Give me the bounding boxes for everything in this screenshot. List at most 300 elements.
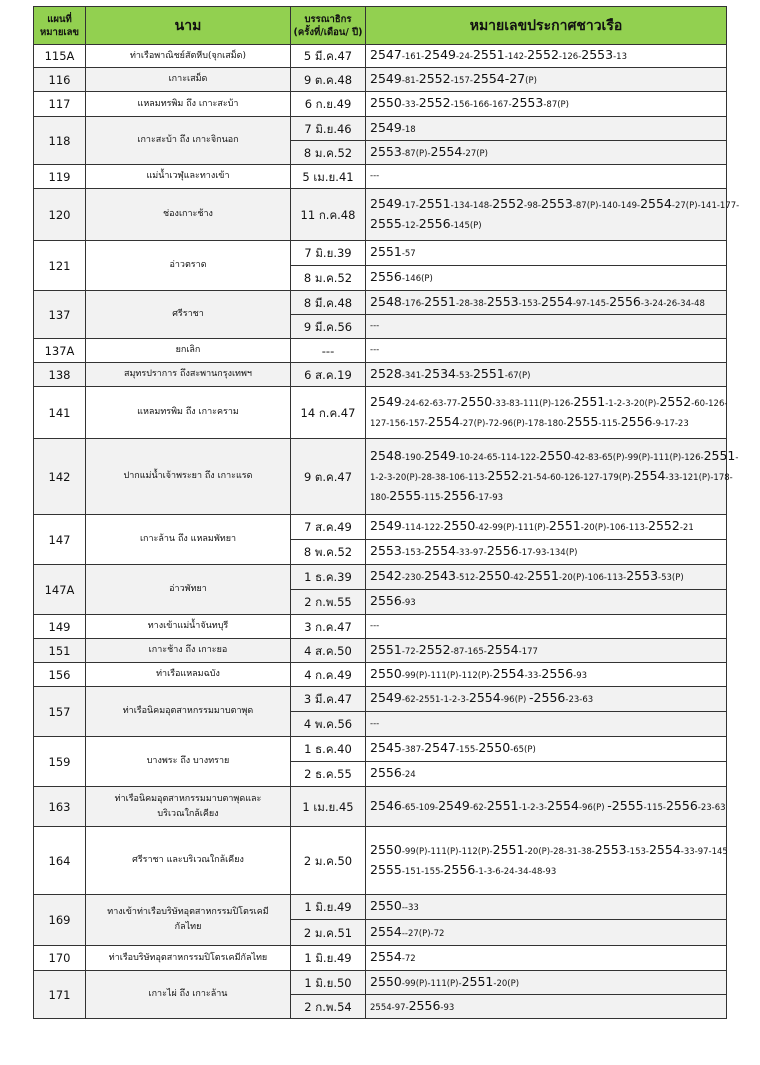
edition-date-cell (291, 827, 366, 895)
table-row (34, 515, 727, 540)
notice-year: 2549 (370, 119, 402, 135)
notice-numbers-cell (366, 737, 727, 762)
notice-number: -161- (401, 52, 425, 62)
table-row (34, 737, 727, 762)
notice-line (370, 897, 723, 917)
notice-year: 2553 (370, 143, 402, 159)
chart-number-cell (34, 241, 86, 291)
notice-year: 2549 (370, 518, 402, 533)
table-row (34, 92, 727, 117)
chart-number-cell (34, 565, 86, 615)
chart-name-line: แหลมทรพิม ถึง เกาะคราม (137, 407, 239, 417)
notice-number: -33-121(P)-178- (665, 472, 733, 483)
edition-date: 4 พ.ค.56 (303, 717, 353, 731)
notice-year: 2556 (408, 997, 441, 1013)
chart-name-cell (86, 663, 291, 687)
notice-year: 2555 (389, 487, 422, 503)
chart-name-line: บริเวณใกล้เคียง (157, 808, 219, 819)
edition-date-cell (291, 189, 366, 241)
edition-date-cell (291, 117, 366, 141)
notice-year: 2552 (527, 47, 559, 62)
chart-number: 147 (48, 532, 71, 547)
table-row (34, 45, 727, 68)
notice-number: -13 (613, 52, 627, 62)
edition-date: --- (321, 343, 335, 358)
header-edition: บรรณาธิกร (ครั้งที่/เดือน/ ปี) (291, 7, 366, 45)
chart-number: 147A (44, 582, 75, 597)
chart-name-line: อ่าวตราด (169, 260, 207, 270)
notice-number: -23-63 (565, 695, 594, 705)
notice-year: 2552 (648, 518, 680, 533)
table-header-row (34, 7, 727, 45)
notice-numbers-cell (366, 712, 727, 737)
chart-name-line: ทางเข้าแม่น้ำจันทบุรี (147, 621, 229, 631)
notice-number: --- (370, 621, 380, 631)
notice-number: --33 (401, 903, 419, 913)
chart-name-cell (86, 639, 291, 663)
table-body (34, 45, 740, 1019)
chart-number: 118 (48, 133, 71, 148)
notice-number: -33-83-111(P)-126- (492, 398, 574, 409)
notice-numbers-cell (366, 590, 727, 615)
edition-date: 1 ธ.ค.39 (304, 570, 352, 584)
notice-year: 2551 (472, 365, 505, 381)
notice-line (370, 393, 728, 413)
notice-number: -114-122- (401, 523, 444, 533)
table-row (34, 387, 727, 439)
notice-year: 2551 (492, 841, 525, 857)
notice-year: 2552 (418, 95, 451, 110)
notice-year: 2550 (539, 447, 572, 463)
notice-year: 2556 (370, 593, 402, 608)
chart-number-cell (34, 117, 86, 165)
chart-name-cell (86, 45, 291, 68)
chart-name-line: กัลไทย (174, 922, 202, 932)
notice-year: 2547 (424, 740, 456, 755)
notice-year: 2554 (541, 293, 573, 309)
edition-date-cell (291, 45, 366, 68)
header-chart-number: แผนที่ หมายเลข (34, 7, 86, 45)
notice-number: -156-166-167- (450, 100, 512, 110)
notice-number: 1-2-3-20(P)-28-38-106-113- (370, 472, 488, 483)
notice-number: -87(P)-140-149- (572, 200, 641, 211)
chart-number: 117 (48, 97, 71, 111)
edition-date: 4 ก.ค.49 (304, 667, 352, 682)
notice-number: -155- (455, 745, 479, 755)
notice-line (370, 797, 726, 817)
notice-year: 2528 (370, 365, 402, 381)
table-row (34, 639, 727, 663)
notice-year: 2551 (461, 973, 494, 989)
table-row (34, 827, 727, 895)
edition-date-cell (291, 787, 366, 827)
notice-line (370, 618, 723, 635)
edition-date: 1 เม.ย.45 (302, 799, 354, 814)
notice-number: -10-24-65-114-122- (455, 452, 540, 463)
chart-number: 116 (48, 72, 71, 87)
notice-year: 2556 (620, 413, 653, 429)
chart-name-cell (86, 92, 291, 117)
notice-year: 2552 (492, 195, 525, 211)
notice-number: -27(P)-72-96(P)-178-180- (459, 418, 567, 429)
notice-number: -62- (469, 802, 487, 813)
notice-year: 2556 (370, 765, 402, 780)
notice-year: 2555 (566, 413, 599, 429)
notice-year: 2550 (478, 568, 511, 583)
notice-number: -93 (401, 598, 416, 608)
notice-number: -67(P) (504, 370, 531, 381)
chart-number: 137 (48, 307, 71, 322)
notice-number: -17- (401, 200, 419, 211)
chart-name-cell (86, 946, 291, 971)
edition-date: 2 ก.พ.54 (304, 999, 352, 1014)
table-row (34, 615, 727, 639)
edition-date: 8 มี.ค.48 (303, 295, 353, 310)
chart-name-line: อ่าวพัทยา (169, 584, 207, 594)
notice-line (370, 716, 723, 733)
notice-line (370, 447, 739, 467)
chart-number-cell (34, 68, 86, 92)
notice-year: 2551 (424, 293, 456, 309)
chart-number-cell (34, 787, 86, 827)
header-name: นาม (86, 7, 291, 45)
notice-numbers-cell (366, 787, 727, 827)
notice-numbers-cell (366, 241, 727, 266)
edition-date: 1 ธ.ค.40 (304, 742, 352, 756)
notice-numbers-cell (366, 439, 739, 515)
chart-name-line: เกาะเสม็ด (168, 74, 208, 84)
edition-date-cell (291, 92, 366, 117)
notice-year: 2556 (609, 293, 641, 309)
chart-number-cell (34, 439, 86, 515)
chart-name-cell (86, 827, 291, 895)
chart-number: 157 (48, 704, 71, 719)
notice-number: -87(P) (543, 100, 569, 110)
chart-number-cell (34, 971, 86, 1019)
notice-year: 2554 (472, 70, 505, 86)
notice-line (370, 592, 723, 612)
notice-number: -65(P) (510, 745, 536, 755)
notice-number: -99(P)-111(P)-112(P)- (401, 670, 493, 681)
notice-table-container (33, 6, 740, 1019)
table-row (34, 565, 727, 590)
notice-numbers-cell (366, 363, 727, 387)
notice-line (370, 342, 723, 359)
edition-date: 11 ก.ค.48 (300, 207, 356, 222)
notice-line (370, 365, 723, 385)
notice-year: 2550 (370, 973, 402, 989)
notice-line (370, 413, 723, 433)
notice-numbers-cell (366, 639, 727, 663)
chart-number: 169 (48, 913, 71, 927)
notice-year: 2552 (659, 393, 692, 409)
chart-number-cell (34, 339, 86, 363)
notice-number: -24 (401, 770, 416, 780)
notice-number: --- (370, 345, 380, 355)
chart-number: 119 (48, 169, 71, 184)
notice-year: 2550 (370, 841, 402, 857)
chart-number-cell (34, 189, 86, 241)
edition-date: 1 มิ.ย.49 (304, 951, 352, 965)
notice-line (370, 641, 723, 661)
notice-numbers-cell (366, 291, 727, 315)
notice-number: -96(P) (500, 695, 530, 705)
notice-number: -99(P)-111(P)- (401, 978, 462, 989)
notice-numbers-cell (366, 141, 727, 165)
chart-number-cell (34, 639, 86, 663)
notice-numbers-cell (366, 515, 727, 540)
notice-numbers-cell (366, 45, 727, 68)
notice-year: 2556 (486, 543, 519, 558)
chart-number-cell (34, 737, 86, 787)
notice-numbers-cell (366, 762, 727, 787)
notice-year: 2551 (472, 47, 505, 62)
notice-number: -20(P)-106-113- (558, 573, 627, 583)
notice-year: 2549 (370, 70, 402, 86)
chart-name-cell (86, 291, 291, 339)
notice-year: 2542 (370, 568, 402, 583)
notice-number: --- (370, 171, 380, 181)
notice-number: -24- (455, 52, 473, 62)
chart-name-cell (86, 439, 291, 515)
notice-year: 2552 (418, 641, 451, 657)
edition-date-cell (291, 165, 366, 189)
notice-year: 2549 (424, 447, 456, 463)
notice-number: -3-24-26-34-48 (640, 298, 705, 309)
notice-number: -146(P) (401, 274, 433, 284)
edition-date: 8 ม.ค.52 (303, 145, 353, 160)
edition-date: 2 ก.พ.55 (304, 595, 352, 609)
notice-line (370, 143, 723, 163)
chart-name-cell (86, 117, 291, 165)
edition-date-cell (291, 615, 366, 639)
chart-notice-table (33, 6, 740, 1019)
notice-number: -42- (510, 573, 528, 583)
chart-number: 163 (48, 799, 71, 814)
chart-name-line: สมุทรปราการ ถึงสะพานกรุงเทพฯ (124, 369, 252, 379)
edition-date-cell (291, 439, 366, 515)
notice-number: -115- (421, 492, 444, 503)
table-row (34, 687, 727, 712)
edition-date: 3 มี.ค.47 (303, 692, 353, 706)
notice-year: 2553 (370, 543, 402, 558)
chart-number-cell (34, 387, 86, 439)
chart-name-line: แม่น้ำเวฬุและทางเข้า (146, 171, 230, 181)
notice-number: (P) (525, 75, 537, 86)
notice-year: 2551 (548, 518, 581, 533)
edition-date-cell (291, 339, 366, 363)
notice-year: 2554 (640, 195, 672, 211)
chart-name-line: ทางเข้าท่าเรือบริษัทอุตสาหกรรมปิโตรเคมี (107, 907, 269, 917)
notice-number: -341- (401, 370, 425, 381)
notice-year: 2556 (418, 215, 451, 231)
notice-line (370, 119, 723, 139)
notice-year: 2534 (424, 365, 456, 381)
chart-name-cell (86, 363, 291, 387)
edition-date: 7 มิ.ย.46 (304, 121, 352, 136)
edition-date-cell (291, 639, 366, 663)
notice-number: -28-38- (455, 298, 487, 309)
notice-number: --- (370, 718, 380, 729)
edition-date-cell (291, 687, 366, 712)
chart-name-cell (86, 615, 291, 639)
notice-numbers-cell (366, 971, 727, 995)
chart-number: 156 (48, 667, 71, 682)
notice-number: -17-93-134(P) (518, 548, 578, 558)
notice-number: -93 (440, 1002, 455, 1013)
table-row (34, 68, 727, 92)
notice-year: 2545 (370, 740, 402, 755)
notice-line (370, 268, 723, 288)
edition-date: 7 มิ.ย.39 (304, 246, 352, 260)
table-row (34, 339, 727, 363)
notice-numbers-cell (366, 68, 727, 92)
notice-number: -97-145- (572, 298, 610, 309)
notice-year: 2550 (460, 393, 493, 409)
notice-number: -142- (504, 52, 528, 62)
chart-name-cell (86, 241, 291, 291)
notice-year: 2550 (370, 665, 402, 681)
notice-line (370, 739, 723, 759)
notice-year: 2553 (541, 195, 573, 211)
notice-number: -53(P) (658, 573, 684, 583)
notice-year: 2556 (443, 861, 476, 877)
notice-year: 2554 (424, 543, 456, 558)
notice-year: 2553 (581, 47, 614, 62)
chart-name-cell (86, 565, 291, 615)
edition-date: 2 ม.ค.50 (303, 853, 353, 868)
notice-number: -1-2-3- (518, 802, 548, 813)
notice-number: -53- (455, 370, 473, 381)
chart-number-cell (34, 946, 86, 971)
notice-numbers-cell (366, 995, 727, 1019)
notice-numbers-cell (366, 266, 727, 291)
chart-number-cell (34, 45, 86, 68)
notice-numbers-cell (366, 339, 727, 363)
edition-date: 8 พ.ค.52 (303, 545, 353, 559)
chart-number-cell (34, 92, 86, 117)
notice-numbers-cell (366, 92, 727, 117)
chart-name-cell (86, 387, 291, 439)
notice-number: -12- (401, 220, 419, 231)
notice-line (370, 973, 723, 993)
chart-name-line: เกาะสะบ้า ถึง เกาะจิกนอก (137, 135, 239, 145)
notice-number: 2554-97- (370, 1002, 409, 1013)
notice-numbers-cell (366, 920, 727, 946)
notice-number: -1-2-3-20(P)- (605, 398, 660, 409)
notice-line (370, 293, 723, 313)
chart-number: 142 (48, 469, 71, 484)
notice-number: -512- (455, 573, 479, 583)
chart-name-cell (86, 189, 291, 241)
chart-name-cell (86, 787, 291, 827)
notice-year: 2549 (370, 393, 402, 409)
chart-name-cell (86, 737, 291, 787)
edition-date: 3 ก.ค.47 (304, 619, 352, 634)
notice-year: 2554 (427, 413, 460, 429)
notice-numbers-cell (366, 117, 727, 141)
chart-number-cell (34, 291, 86, 339)
notice-year: 2549 (424, 47, 456, 62)
notice-number: --- (370, 321, 380, 331)
notice-number: -18 (401, 124, 416, 135)
chart-number-cell (34, 165, 86, 189)
chart-name-line: ปากแม่น้ำเจ้าพระยา ถึง เกาะแรด (123, 471, 253, 481)
edition-date: 2 ม.ค.51 (303, 925, 353, 940)
notice-number: -157- (450, 75, 473, 86)
notice-year: 2554 (430, 143, 463, 159)
chart-number: 115A (44, 49, 75, 63)
notice-year: 2554 (370, 949, 402, 964)
edition-date-cell (291, 663, 366, 687)
chart-name-line: ท่าเรือนิคมอุตสาหกรรมมาบตาพุดและ (114, 793, 262, 804)
notice-line (370, 841, 728, 861)
notice-line (370, 168, 723, 185)
notice-year: 2550 (443, 518, 476, 533)
notice-year: 2551 (703, 447, 736, 463)
notice-number: -27(P) (462, 148, 488, 159)
notice-line (370, 318, 723, 335)
edition-date-cell (291, 68, 366, 92)
chart-name-line: ท่าเรือแหลมฉบัง (156, 669, 220, 679)
chart-number-cell (34, 363, 86, 387)
notice-number: -145(P) (450, 220, 482, 231)
notice-line (370, 94, 723, 114)
edition-date-cell (291, 266, 366, 291)
chart-number: 121 (48, 258, 71, 273)
edition-date-cell (291, 241, 366, 266)
notice-line (370, 923, 723, 943)
edition-date: 8 ม.ค.52 (303, 271, 353, 285)
notice-numbers-cell (366, 165, 727, 189)
notice-number: -230- (401, 573, 425, 583)
edition-date-cell (291, 291, 366, 315)
table-row (34, 241, 727, 266)
notice-line (370, 215, 723, 235)
notice-number: -20(P)-28-31-38- (524, 846, 595, 857)
edition-date: 2 ธ.ค.55 (304, 767, 352, 781)
edition-date: 4 ส.ค.50 (304, 643, 352, 658)
notice-year: 2551 (486, 797, 519, 813)
chart-number: 171 (48, 987, 71, 1002)
notice-number: -23-63 (697, 802, 726, 813)
table-row (34, 946, 727, 971)
notice-number: 127-156-157- (370, 418, 428, 429)
notice-number: -21-54-60-126-127-179(P)- (519, 472, 634, 483)
notice-line (370, 46, 723, 66)
notice-year: 2550 (478, 740, 511, 755)
notice-year: 2551 (573, 393, 606, 409)
notice-numbers-cell (366, 946, 727, 971)
notice-number: -42-83-65(P)-99(P)-111(P)-126- (571, 452, 704, 463)
notice-year: 2551 (527, 568, 559, 583)
chart-name-line: ยกเลิก (175, 345, 201, 355)
edition-date: 14 ก.ค.47 (300, 405, 356, 420)
notice-line (370, 764, 723, 784)
notice-year: 2554 (486, 641, 519, 657)
edition-date-cell (291, 565, 366, 590)
chart-name-line: ท่าเรือพาณิชย์สัตหีบ(จุกเสม็ด) (129, 50, 247, 61)
notice-number: -176- (401, 298, 425, 309)
chart-name-line: ศรีราชา (172, 309, 204, 319)
chart-number: 170 (48, 951, 71, 965)
notice-year: 2552 (418, 70, 451, 86)
notice-number: -20(P)-106-113- (580, 523, 649, 533)
notice-number: -153- (518, 298, 541, 309)
notice-year: 2550 (370, 95, 402, 110)
chart-number: 137A (44, 343, 75, 358)
chart-name-cell (86, 165, 291, 189)
